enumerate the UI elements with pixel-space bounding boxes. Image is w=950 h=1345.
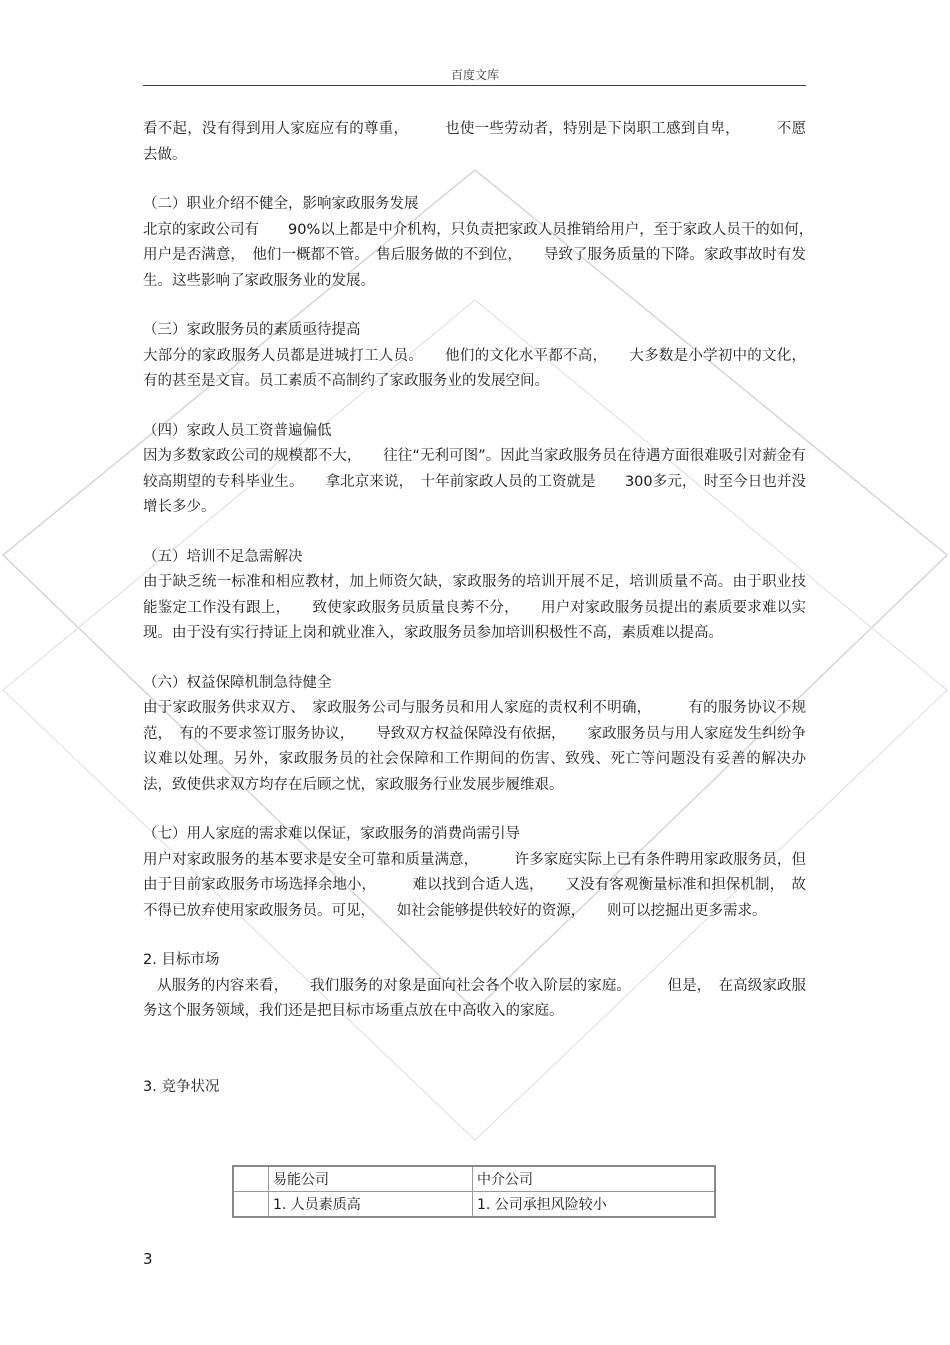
table-cell: 1. 人员素质高 [269, 1192, 473, 1218]
section-2 [143, 192, 821, 294]
header-rule [143, 85, 806, 86]
intro-paragraph: 看不起，没有得到用人家庭应有的尊重， 也使一些劳动者，特别是下岗职工感到自卑， 不愿去做。 [143, 121, 806, 163]
document-body [143, 117, 821, 1100]
competition-section [143, 1075, 806, 1101]
section-6 [143, 671, 806, 799]
table-header-cell [233, 1166, 269, 1192]
section-body: 因为多数家政公司的规模都不大， 往往“无利可图”。因此当家政服务员在待遇方面很难吸引对薪金有较高期望的专科毕业生。 拿北京来说， 十年前家政人员的工资就是 300多元， 时至今日也并没增长多少。 [143, 448, 806, 515]
section-heading: （二）职业介绍不健全，影响家政服务发展 [143, 196, 419, 212]
page-number: 3 [143, 1250, 153, 1268]
section-heading: （五）培训不足急需解决 [143, 548, 303, 565]
section-4 [143, 419, 806, 521]
target-market-heading: 2. 目标市场 [143, 952, 220, 968]
table-cell: 1. 公司承担风险较小 [473, 1192, 716, 1218]
section-heading: （六）权益保障机制急待健全 [143, 674, 332, 691]
section-body: 由于缺乏统一标准和相应教材，加上师资欠缺，家政服务的培训开展不足，培训质量不高。由于职业技能鉴定工作没有跟上， 致使家政服务员质量良莠不分， 用户对家政服务员提出的素质要求难以实现。由于没有实行持证上岗和就业准入，家政服务员参加培训积极性不高，素质难以提高。 [143, 574, 806, 641]
table-header-row [233, 1166, 715, 1192]
header-title: 百度文库 [450, 68, 499, 82]
target-market-section [143, 948, 806, 1025]
section-body: 用户对家政服务的基本要求是安全可靠和质量满意， 许多家庭实际上已有条件聘用家政服务员，但由于目前家政服务市场选择余地小， 难以找到合适人选， 又没有客观衡量标准和担保机制， 故不得已放弃使用家政服务员。可见， 如社会能够提供较好的资源， 则可以挖掘出更多需求。 [143, 851, 806, 919]
section-heading: （四）家政人员工资普遍偏低 [143, 422, 332, 439]
section-7 [143, 822, 806, 924]
section-body: 大部分的家政服务人员都是进城打工人员。 他们的文化水平都不高， 大多数是小学初中的文化，有的甚至是文盲。员工素质不高制约了家政服务业的发展空间。 [143, 347, 806, 389]
section-3 [143, 318, 806, 395]
section-body: 由于家政服务供求双方、 家政服务公司与服务员和用人家庭的责权利不明确， 有的服务协议不规范， 有的不要求签订服务协议， 导致双方权益保障没有依据， 家政服务员与用人家庭发生纠纷争议难以处理。另外，家政服务员的社会保障和工作期间的伤害、致残、死亡等问题没有妥善的解决办法，致使供求双方均存在后顾之忧，家政服务行业发展步履维艰。 [143, 700, 806, 793]
table-cell [233, 1192, 269, 1218]
table-row [233, 1192, 715, 1218]
section-heading: （三）家政服务员的素质亟待提高 [143, 322, 361, 338]
target-market-body: 从服务的内容来看， 我们服务的对象是面向社会各个收入阶层的家庭。 但是， 在高级家政服务这个服务领域，我们还是把目标市场重点放在中高收入的家庭。 [143, 977, 806, 1019]
table-header-cell: 易能公司 [269, 1166, 473, 1192]
section-5 [143, 545, 806, 647]
section-heading: （七）用人家庭的需求难以保证，家政服务的消费尚需引导 [143, 826, 520, 842]
competition-table [232, 1165, 716, 1218]
section-body: 北京的家政公司有 90%以上都是中介机构，只负责把家政人员推销给用户，至于家政人员干的如何， 用户是否满意， 他们一概都不管。 售后服务做的不到位， 导致了服务质量的下降。家政事故时有发生。这些影响了家政服务业的发展。 [143, 221, 821, 289]
competition-heading: 3. 竞争状况 [143, 1078, 220, 1095]
table-header-cell: 中介公司 [473, 1166, 716, 1192]
